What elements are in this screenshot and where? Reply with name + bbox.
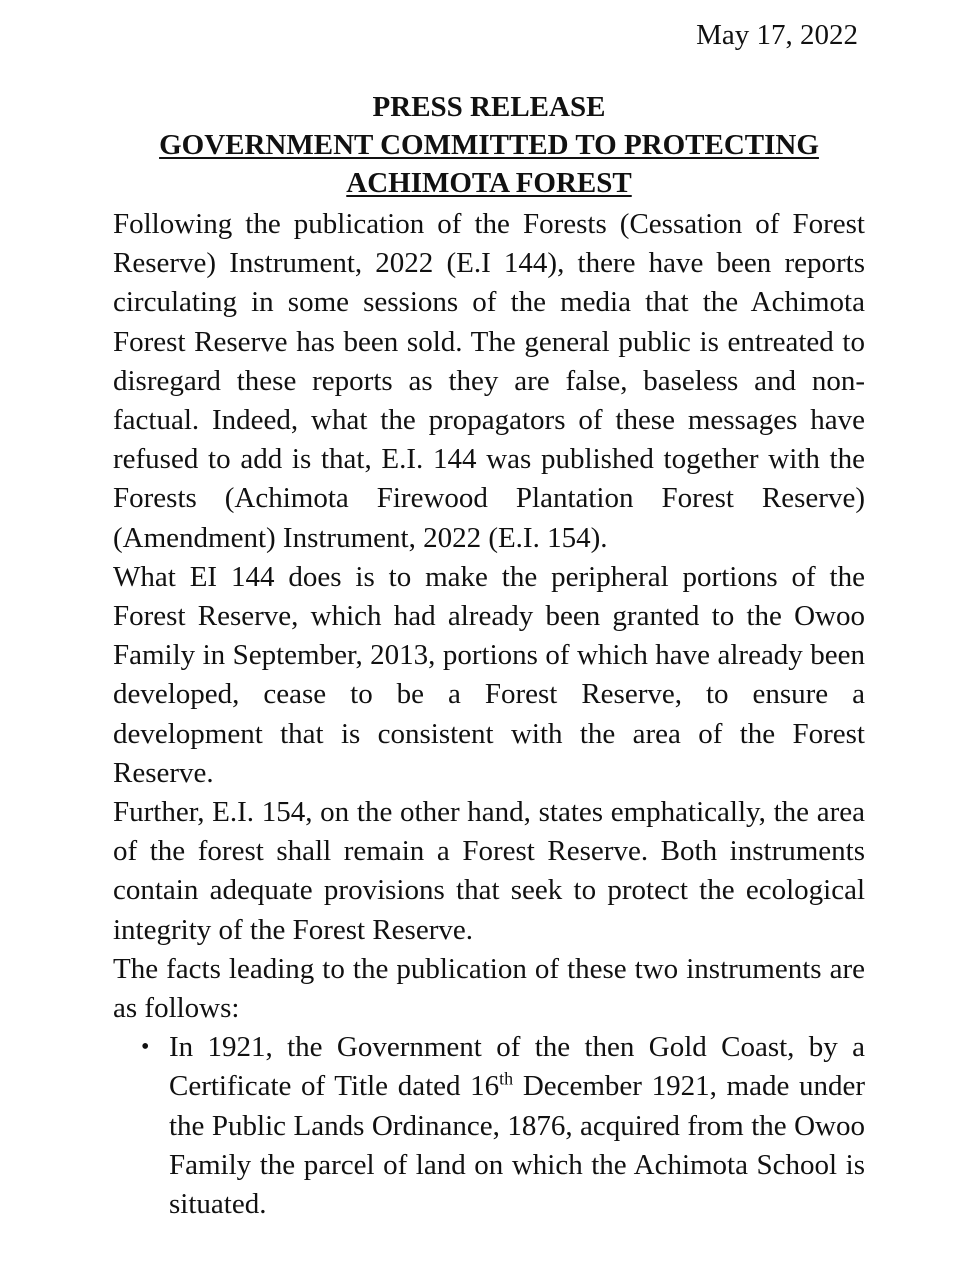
heading-block	[113, 88, 865, 202]
press-release-body	[113, 205, 865, 1224]
ordinal-suffix: th	[499, 1068, 514, 1089]
headline-line-1	[113, 126, 865, 164]
headline-line-2	[113, 164, 865, 202]
list-item-text-start: In 1921, the Government of the then Gold Coast, by a Certificate of Title dated 16	[169, 1031, 865, 1103]
press-release-date: May 17, 2022	[696, 19, 858, 51]
list-item	[141, 1028, 865, 1224]
list-item-text-end: December 1921, made under the Public Lands Ordinance, 1876, acquired from the Owoo Family the parcel of land on which the Achimota School is situated.	[169, 1070, 865, 1221]
press-release-label: PRESS RELEASE	[372, 91, 606, 123]
headline-text-1: GOVERNMENT COMMITTED TO PROTECTING	[159, 129, 819, 161]
headline-text-2: ACHIMOTA FOREST	[346, 167, 632, 199]
paragraph-4: The facts leading to the publication of these two instruments are as follows:	[113, 952, 865, 1025]
paragraph-1: Following the publication of the Forests (Cessation of Forest Reserve) Instrument, 2022 (E.I 144), there have been reports circulating in some sessions of the media that the Achimota Forest Reserve has been sold. The general public is entreated to disregard these reports as they are false, baseless and non-factual. Indeed, what the propagators of these messages have refused to add is that, E.I. 144 was published together with the Forests (Achimota Firewood Plantation Forest Reserve) (Amendment) Instrument, 2022 (E.I. 154).	[113, 208, 865, 554]
paragraph-3: Further, E.I. 154, on the other hand, states emphatically, the area of the forest shall remain a Forest Reserve. Both instruments contain adequate provisions that seek to protect the ecological integrity of the Forest Reserve.	[113, 796, 865, 946]
bullet-icon: •	[141, 1034, 150, 1061]
paragraph-2: What EI 144 does is to make the peripheral portions of the Forest Reserve, which had already been granted to the Owoo Family in September, 2013, portions of which have already been developed, cease to be a Forest Reserve, to ensure a development that is consistent with the area of the Forest Reserve.	[113, 560, 865, 789]
facts-list	[113, 1028, 865, 1224]
